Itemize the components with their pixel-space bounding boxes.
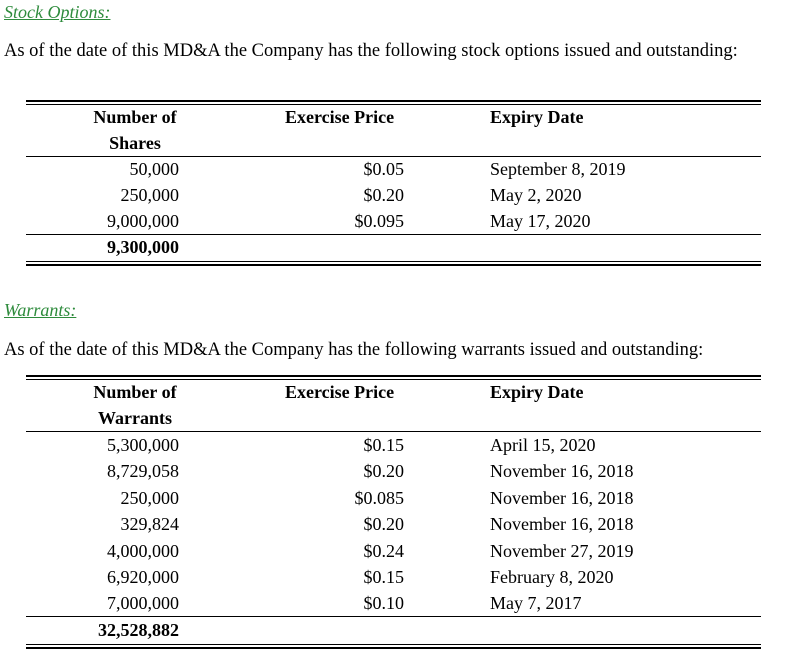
stock-row-number: 250,000 (120, 185, 179, 205)
warrant-row-expiry: November 27, 2019 (490, 541, 634, 561)
stock-row-number: 50,000 (129, 159, 179, 179)
warrant-row-expiry: May 7, 2017 (490, 593, 582, 613)
stock-col-number-header (70, 104, 200, 156)
warrant-row-price: $0.24 (363, 541, 404, 561)
stock-col-number-line2: Shares (109, 133, 161, 153)
warrant-row-price: $0.10 (363, 593, 404, 613)
warrant-col-number-header (70, 379, 200, 431)
stock-row-expiry: September 8, 2019 (490, 159, 626, 179)
stock-total: 9,300,000 (107, 237, 179, 257)
warrant-row-price: $0.20 (363, 461, 404, 481)
stock-bottom-rule (26, 261, 761, 262)
warrant-col-price-header: Exercise Price (285, 382, 395, 402)
stock-row-price: $0.095 (354, 211, 404, 231)
warrant-row-expiry: November 16, 2018 (490, 488, 634, 508)
stock-table-top-rule (26, 100, 761, 102)
stock-row-price: $0.05 (363, 159, 404, 179)
warrant-col-number-line1: Number of (93, 382, 177, 402)
warrants-intro: As of the date of this MD&A the Company has the following warrants issued and outstanding: (4, 340, 704, 360)
warrant-bottom-rule (26, 644, 761, 645)
warrant-row-number: 7,000,000 (107, 593, 179, 613)
stock-options-heading: Stock Options: (4, 2, 111, 22)
stock-col-price-header: Exercise Price (285, 107, 395, 127)
stock-row-number: 9,000,000 (107, 211, 179, 231)
warrant-row-number: 5,300,000 (107, 435, 179, 455)
warrant-row-expiry: November 16, 2018 (490, 514, 634, 534)
warrant-row-price: $0.15 (363, 567, 404, 587)
warrant-row-expiry: November 16, 2018 (490, 461, 634, 481)
stock-row-price: $0.20 (363, 185, 404, 205)
warrant-row-price: $0.15 (363, 435, 404, 455)
warrant-row-price: $0.20 (363, 514, 404, 534)
warrant-row-number: 329,824 (120, 514, 179, 534)
warrant-row-number: 6,920,000 (107, 567, 179, 587)
warrant-total: 32,528,882 (98, 620, 179, 640)
warrant-row-number: 250,000 (120, 488, 179, 508)
warrant-row-expiry: February 8, 2020 (490, 567, 614, 587)
stock-col-expiry-header: Expiry Date (490, 107, 584, 127)
warrant-row-price: $0.085 (354, 488, 404, 508)
stock-options-intro: As of the date of this MD&A the Company has the following stock options issued and outstanding: (4, 41, 738, 61)
warrant-col-number-line2: Warrants (98, 408, 172, 428)
warrant-table-top-rule (26, 375, 761, 377)
stock-col-number-line1: Number of (93, 107, 177, 127)
warrant-bottom-rule-2 (26, 647, 761, 649)
stock-row-expiry: May 17, 2020 (490, 211, 591, 231)
warrant-col-expiry-header: Expiry Date (490, 382, 584, 402)
warrant-row-expiry: April 15, 2020 (490, 435, 596, 455)
warrant-row-number: 8,729,058 (107, 461, 179, 481)
warrant-row-number: 4,000,000 (107, 541, 179, 561)
stock-row-expiry: May 2, 2020 (490, 185, 582, 205)
stock-bottom-rule-2 (26, 264, 761, 266)
warrants-heading: Warrants: (4, 300, 77, 320)
